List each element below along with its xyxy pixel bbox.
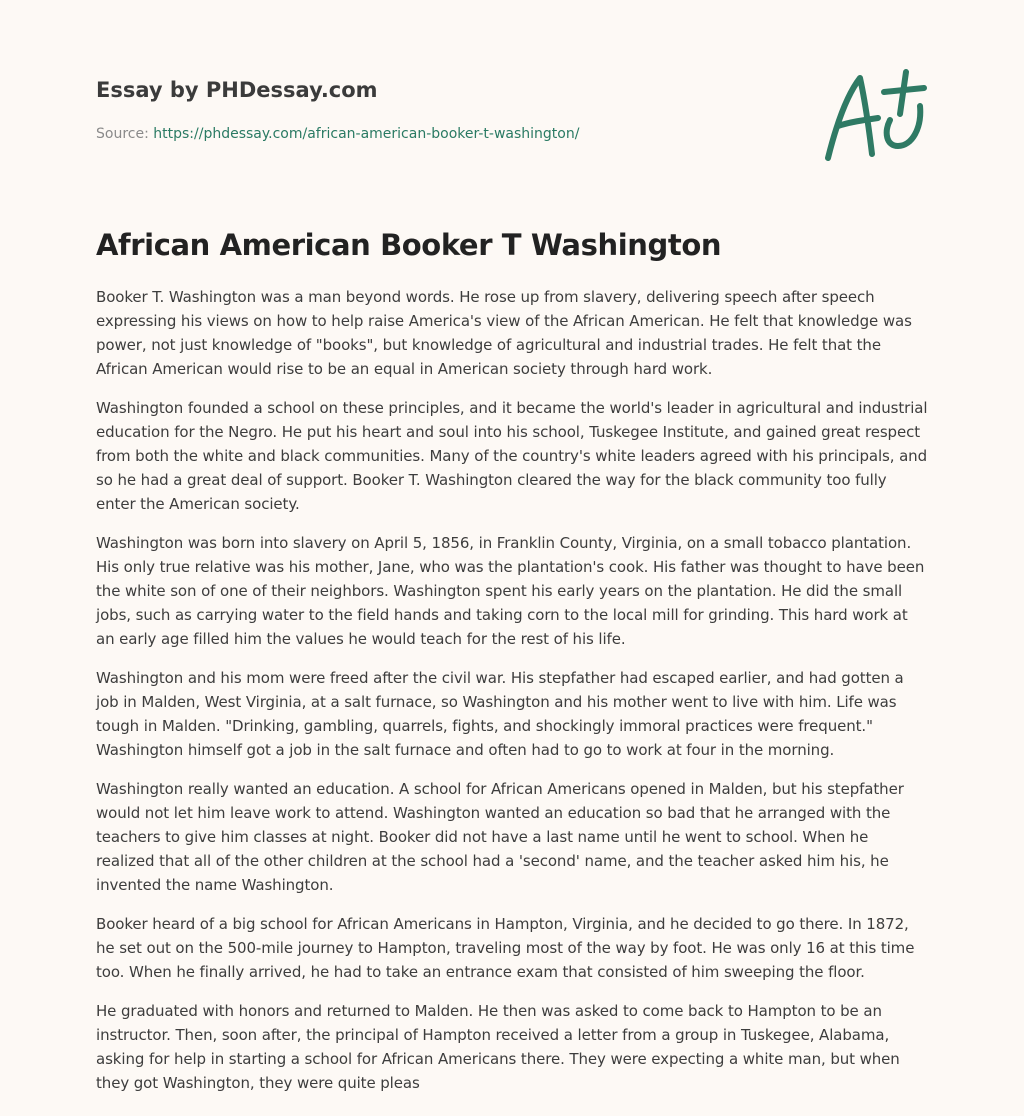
source-label: Source: bbox=[96, 126, 154, 142]
essay-paragraph: Booker T. Washington was a man beyond words. He rose up from slavery, delivering speech after speech expressing his views on how to help raise America's view of the African American. He felt that knowledge was power, not just knowledge of "books", but knowledge of agricultural and industrial trades. He felt that the African American would rise to be an equal in American society through hard work. bbox=[96, 288, 912, 378]
essay-title: African American Booker T Washington bbox=[96, 228, 722, 262]
essay-paragraph: Washington founded a school on these principles, and it became the world's leader in agricultural and industrial education for the Negro. He put his heart and soul into his school, Tuskegee Institute, and gained great respect from both the white and black communities. Many of the country's white leaders agreed with his principals, and so he had a great deal of support. Booker T. Washington cleared the way for the black community too fully enter the American society. bbox=[96, 399, 928, 513]
essay-body bbox=[96, 285, 928, 1110]
site-brand: Essay by PHDessay.com bbox=[96, 78, 378, 102]
essay-paragraph: He graduated with honors and returned to Malden. He then was asked to come back to Hampton to be an instructor. Then, soon after, the principal of Hampton received a letter from a group in Tuskegee, Alabama, asking for help in starting a school for African Americans there. They were expecting a white man, but when they got Washington, they were quite pleas bbox=[96, 1002, 900, 1092]
essay-paragraph: Washington really wanted an education. A school for African Americans opened in Malden, but his stepfather would not let him leave work to attend. Washington wanted an education so bad that he arranged with the teachers to give him classes at night. Booker did not have a last name until he went to school. When he realized that all of the other children at the school had a 'second' name, and the teacher asked him his, he invented the name Washington. bbox=[96, 780, 904, 894]
essay-paragraph: Washington was born into slavery on April 5, 1856, in Franklin County, Virginia, on a small tobacco plantation. His only true relative was his mother, Jane, who was the plantation's cook. His father was thought to have been the white son of one of their neighbors. Washington spent his early years on the plantation. He did the small jobs, such as carrying water to the field hands and taking corn to the local mill for grinding. This hard work at an early age filled him the values he would teach for the rest of his life. bbox=[96, 534, 925, 648]
page-header bbox=[96, 76, 696, 144]
source-line bbox=[96, 124, 696, 144]
source-link[interactable]: https://phdessay.com/african-american-booker-t-washington/ bbox=[153, 126, 580, 142]
a-plus-grade-icon bbox=[820, 66, 930, 166]
essay-paragraph: Washington and his mom were freed after the civil war. His stepfather had escaped earlier, and had gotten a job in Malden, West Virginia, at a salt furnace, so Washington and his mother went to live with him. Life was tough in Malden. "Drinking, gambling, quarrels, fights, and shockingly immoral practices were frequent." Washington himself got a job in the salt furnace and often had to go to work at four in the morning. bbox=[96, 669, 904, 759]
essay-paragraph: Booker heard of a big school for African Americans in Hampton, Virginia, and he decided to go there. In 1872, he set out on the 500-mile journey to Hampton, traveling most of the way by foot. He was only 16 at this time too. When he finally arrived, he had to take an entrance exam that consisted of him sweeping the floor. bbox=[96, 915, 915, 981]
